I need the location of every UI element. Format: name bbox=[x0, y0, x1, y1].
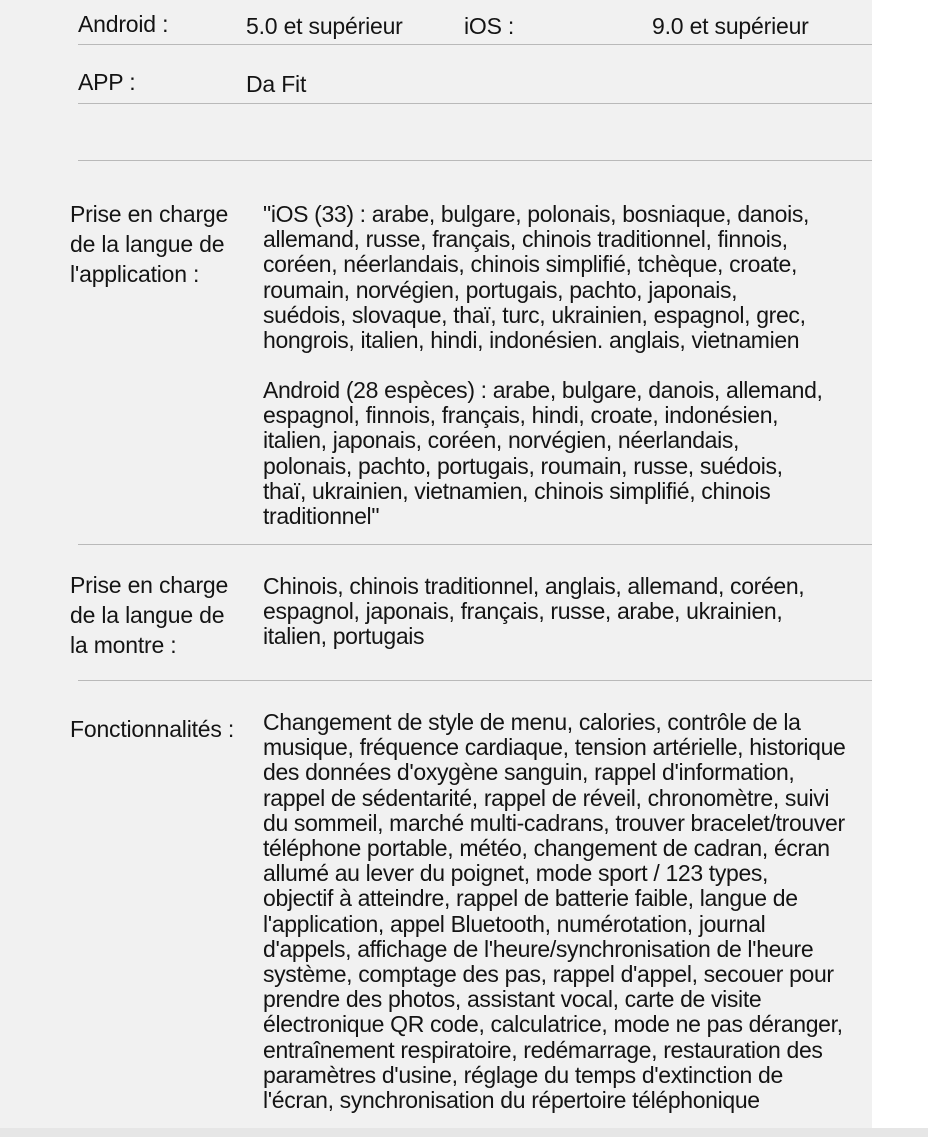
android-label: Android : bbox=[78, 11, 169, 37]
divider bbox=[78, 544, 872, 545]
watch-language-label: Prise en charge de la langue de la montre : bbox=[70, 572, 229, 658]
page-bottom-edge bbox=[0, 1128, 928, 1137]
app-language-ios-list: "iOS (33) : arabe, bulgare, polonais, bosniaque, danois, allemand, russe, français, chinois traditionnel, finnois, coréen, néerlandais, chinois simplifié, tchèque, croate, roumain, norvégien, portugais, pachto, japonais, suédois, slovaque, thaï, turc, ukrainien, espagnol, grec, hongrois, italien, hindi, indonésien. anglais, vietnamien bbox=[263, 201, 810, 354]
app-language-android-list: Android (28 espèces) : arabe, bulgare, danois, allemand, espagnol, finnois, français, hindi, croate, indonésien, italien, japonais, coréen, norvégien, néerlandais, polonais, pachto, portugais, roumain, russe, suédois, thaï, ukrainien, vietnamien, chinois simplifié, chinois traditionnel" bbox=[263, 377, 823, 530]
ios-label: iOS : bbox=[464, 13, 515, 39]
page-margin bbox=[872, 0, 928, 1137]
divider bbox=[78, 103, 872, 104]
app-label: APP : bbox=[78, 69, 136, 95]
app-name: Da Fit bbox=[246, 71, 307, 97]
ios-version: 9.0 et supérieur bbox=[652, 13, 809, 39]
divider bbox=[78, 44, 872, 45]
app-language-label: Prise en charge de la langue de l'application : bbox=[70, 201, 229, 287]
divider bbox=[78, 160, 872, 161]
features-list: Changement de style de menu, calories, contrôle de la musique, fréquence cardiaque, tension artérielle, historique des données d'oxygène sanguin, rappel d'information, rappel de sédentarité, rappel de réveil, chronomètre, suivi du sommeil, marché multi-cadrans, trouver bracelet/trouver téléphone portable, météo, changement de cadran, écran allumé au lever du poignet, mode sport / 123 types, objectif à atteindre, rappel de batterie faible, langue de l'application, appel Bluetooth, numérotation, journal d'appels, affichage de l'heure/synchronisation de l'heure système, comptage des pas, rappel d'appel, secouer pour prendre des photos, assistant vocal, carte de visite électronique QR code, calculatrice, mode ne pas déranger, entraînement respiratoire, redémarrage, restauration des paramètres d'usine, réglage du temps d'extinction de l'écran, synchronisation du répertoire téléphonique bbox=[263, 709, 846, 1114]
features-label: Fonctionnalités : bbox=[70, 716, 235, 742]
watch-language-list: Chinois, chinois traditionnel, anglais, allemand, coréen, espagnol, japonais, français, russe, arabe, ukrainien, italien, portugais bbox=[263, 573, 805, 650]
android-version: 5.0 et supérieur bbox=[246, 13, 403, 39]
divider bbox=[78, 680, 872, 681]
